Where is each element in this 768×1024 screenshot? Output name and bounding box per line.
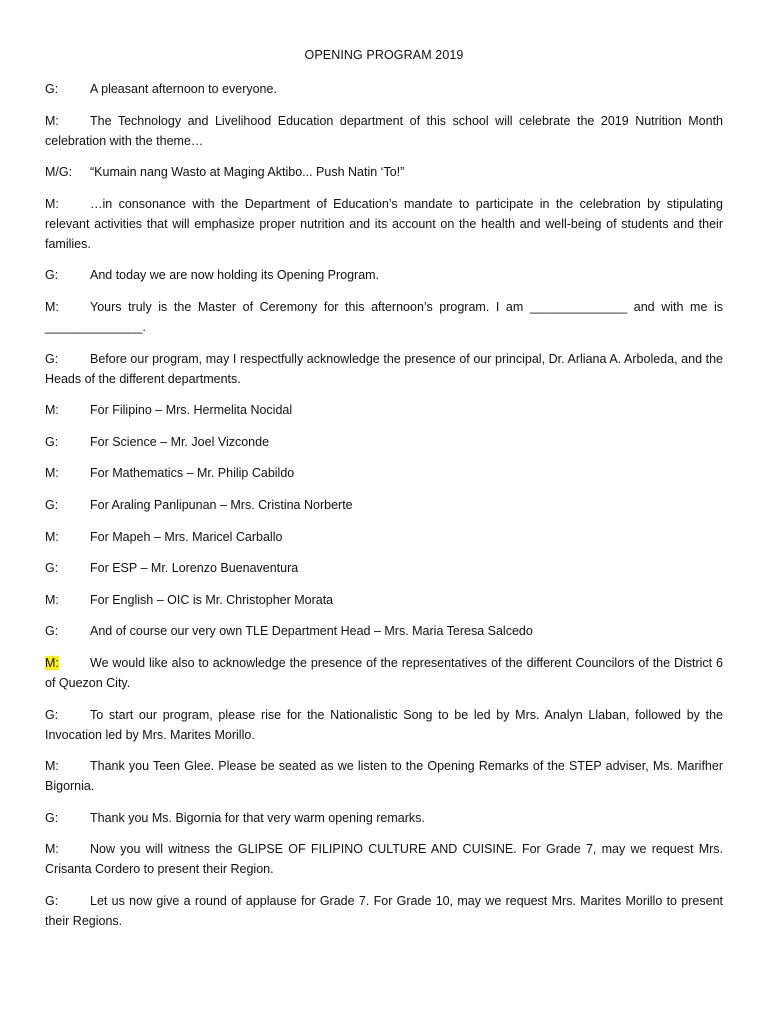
speaker-label: M: <box>45 592 59 607</box>
script-line <box>45 79 723 99</box>
script-line <box>45 349 723 389</box>
script-line <box>45 162 723 182</box>
script-line <box>45 432 723 452</box>
script-line <box>45 891 723 931</box>
script-line <box>45 653 723 693</box>
speaker-label: G: <box>45 624 59 639</box>
script-line <box>45 590 723 610</box>
speaker-label: M: <box>45 113 59 128</box>
script-line <box>45 839 723 879</box>
script-line <box>45 621 723 641</box>
document-title: OPENING PROGRAM 2019 <box>304 48 464 62</box>
script-line <box>45 194 723 254</box>
script-line <box>45 756 723 796</box>
document-page <box>45 48 723 942</box>
speaker-label: M: <box>45 466 59 481</box>
line-text: Yours truly is the Master of Ceremony for this afternoon’s program. I am ______________ and with me is ______________. <box>45 299 723 334</box>
line-text: And today we are now holding its Opening Program. <box>90 268 380 283</box>
line-text: For English – OIC is Mr. Christopher Morata <box>90 592 334 607</box>
line-text: Thank you Ms. Bigornia for that very warm opening remarks. <box>90 810 425 825</box>
speaker-label: G: <box>45 810 59 825</box>
line-text: Now you will witness the GLIPSE OF FILIPINO CULTURE AND CUISINE. For Grade 7, may we request Mrs. Crisanta Cordero to present their Region. <box>45 842 723 877</box>
line-text: We would like also to acknowledge the presence of the representatives of the different Councilors of the District 6 of Quezon City. <box>45 655 723 690</box>
line-text: For Mapeh – Mrs. Maricel Carballo <box>90 529 283 544</box>
line-text: “Kumain nang Wasto at Maging Aktibo... Push Natin ‘To!” <box>90 165 405 180</box>
script-line <box>45 111 723 151</box>
script-line <box>45 527 723 547</box>
speaker-label: M: <box>45 529 59 544</box>
speaker-label: G: <box>45 434 59 449</box>
line-text: For ESP – Mr. Lorenzo Buenaventura <box>90 561 299 576</box>
program-script <box>45 79 723 931</box>
script-line <box>45 495 723 515</box>
script-line <box>45 463 723 483</box>
speaker-label: M: <box>45 196 59 211</box>
speaker-label: G: <box>45 82 59 96</box>
line-text: And of course our very own TLE Department Head – Mrs. Maria Teresa Salcedo <box>90 624 533 639</box>
script-line <box>45 400 723 420</box>
script-line <box>45 705 723 745</box>
line-text: For Araling Panlipunan – Mrs. Cristina Norberte <box>90 497 353 512</box>
speaker-label: G: <box>45 707 59 722</box>
speaker-label: M: <box>45 759 59 774</box>
speaker-label: G: <box>45 268 59 283</box>
line-text: For Mathematics – Mr. Philip Cabildo <box>90 466 295 481</box>
line-text: To start our program, please rise for the Nationalistic Song to be led by Mrs. Analyn Llaban, followed by the Invocation led by Mrs. Marites Morillo. <box>45 707 723 742</box>
line-text: A pleasant afternoon to everyone. <box>90 82 277 96</box>
script-line <box>45 558 723 578</box>
speaker-label: M: <box>45 299 59 314</box>
line-text: For Science – Mr. Joel Vizconde <box>90 434 270 449</box>
speaker-label: G: <box>45 497 59 512</box>
line-text: The Technology and Livelihood Education department of this school will celebrate the 2019 Nutrition Month celebration with the theme… <box>45 113 723 148</box>
script-line <box>45 265 723 285</box>
speaker-label: G: <box>45 561 59 576</box>
speaker-label: G: <box>45 351 59 366</box>
line-text: …in consonance with the Department of Education’s mandate to participate in the celebration by stipulating relevant activities that will emphasize proper nutrition and its account on the health and well-being of students and their families. <box>45 196 723 251</box>
script-line <box>45 297 723 337</box>
line-text: For Filipino – Mrs. Hermelita Nocidal <box>90 403 293 418</box>
speaker-label: M/G: <box>45 165 73 180</box>
speaker-label: M: <box>45 655 59 670</box>
speaker-label: M: <box>45 403 59 418</box>
speaker-label: G: <box>45 893 59 908</box>
line-text: Before our program, may I respectfully acknowledge the presence of our principal, Dr. Arliana A. Arboleda, and the Heads of the different departments. <box>45 351 723 386</box>
line-text: Thank you Teen Glee. Please be seated as we listen to the Opening Remarks of the STEP adviser, Ms. Marifher Bigornia. <box>45 759 723 794</box>
script-line <box>45 808 723 828</box>
line-text: Let us now give a round of applause for Grade 7. For Grade 10, may we request Mrs. Marites Morillo to present their Regions. <box>45 893 723 928</box>
speaker-label: M: <box>45 842 59 857</box>
